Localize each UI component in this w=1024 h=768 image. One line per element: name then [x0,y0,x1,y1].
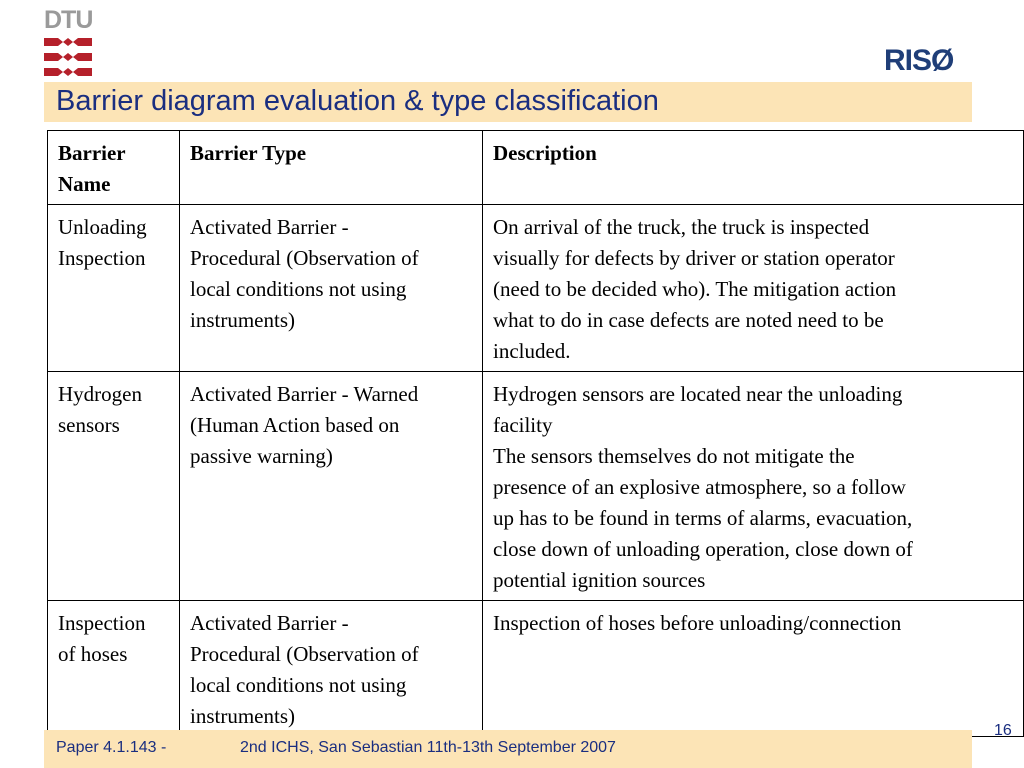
cell-barrier-name [48,372,180,601]
cell-barrier-type [180,601,483,737]
cell-line: visually for defects by driver or station operator [493,246,895,270]
cell-line: up has to be found in terms of alarms, evacuation, [493,506,913,530]
cell-line: what to do in case defects are noted need to be [493,308,884,332]
table-row [48,205,1024,372]
cell-description [483,601,1024,737]
cell-line: local conditions not using [190,277,407,301]
cell-line: Activated Barrier - Warned [190,382,419,406]
cell-barrier-type [180,372,483,601]
cell-barrier-type [180,205,483,372]
header-barrier-name [48,131,180,205]
cell-line: sensors [58,413,120,437]
cell-description [483,372,1024,601]
cell-line: facility [493,413,553,437]
cell-line: (need to be decided who). The mitigation action [493,277,897,301]
table-header-row [48,131,1024,205]
header-name-line: Name [58,172,111,196]
cell-line: Hydrogen [58,382,142,406]
table-row [48,601,1024,737]
table-row [48,372,1024,601]
cell-barrier-name [48,601,180,737]
header-barrier-type: Barrier Type [180,131,483,205]
dtu-logo [44,6,96,80]
cell-description [483,205,1024,372]
dtu-logo-text: DTU [44,6,93,34]
page-number: 16 [994,722,1012,739]
footer-bar [44,730,972,768]
dtu-logo-mark-icon [44,38,92,76]
cell-line: (Human Action based on [190,413,400,437]
cell-line: local conditions not using [190,673,407,697]
cell-line: presence of an explosive atmosphere, so a follow [493,475,906,499]
cell-line: instruments) [190,308,295,332]
cell-line: passive warning) [190,444,333,468]
title-bar [44,82,972,122]
cell-line: Inspection [58,611,146,635]
cell-line: instruments) [190,704,295,728]
header-name-line: Barrier [58,141,126,165]
cell-line: Inspection [58,246,146,270]
cell-line: Procedural (Observation of [190,246,419,270]
cell-line: of hoses [58,642,128,666]
footer-conference: 2nd ICHS, San Sebastian 11th-13th September 2007 [240,739,616,756]
cell-line: Unloading [58,215,147,239]
slide-title: Barrier diagram evaluation & type classification [56,85,659,117]
cell-line: included. [493,339,571,363]
cell-line: Procedural (Observation of [190,642,419,666]
cell-line: close down of unloading operation, close down of [493,537,913,561]
footer-paper-ref: Paper 4.1.143 - [56,739,167,756]
barrier-table [47,130,1024,737]
cell-line: On arrival of the truck, the truck is inspected [493,215,870,239]
cell-line: The sensors themselves do not mitigate the [493,444,855,468]
cell-line: Activated Barrier - [190,611,349,635]
cell-barrier-name [48,205,180,372]
cell-line: Hydrogen sensors are located near the unloading [493,382,903,406]
header-description: Description [483,131,1024,205]
riso-logo: RISØ [884,44,954,77]
cell-line: potential ignition sources [493,568,706,592]
cell-line: Activated Barrier - [190,215,349,239]
cell-line: Inspection of hoses before unloading/connection [493,611,902,635]
